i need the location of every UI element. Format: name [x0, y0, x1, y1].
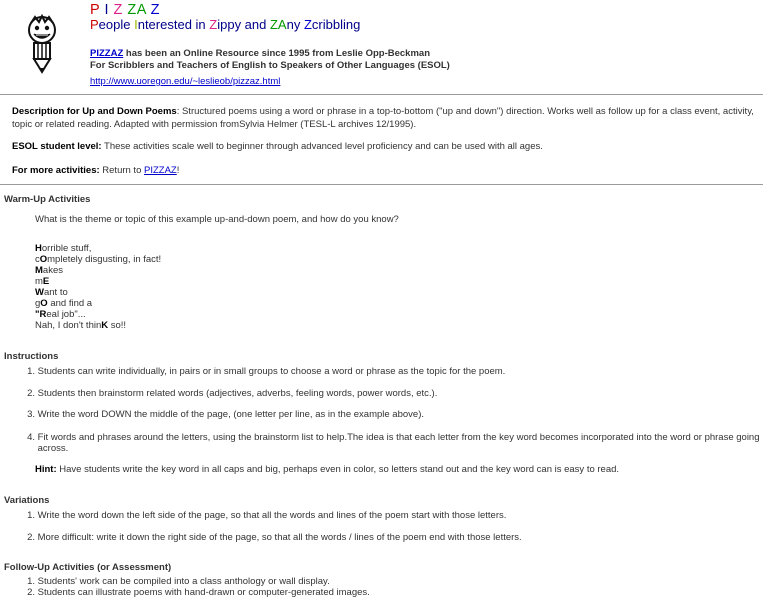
instruction-text: Students can write individually, in pairs or in small groups to choose a word or phrase as the topic for the poem.	[37, 366, 506, 377]
subtitle-part: ZA	[269, 17, 287, 32]
followup-item	[22, 576, 762, 587]
pizzaz-url-link[interactable]: http://www.uoregon.edu/~leslieob/pizzaz.html	[90, 76, 281, 87]
poem-key-letter: H	[35, 243, 42, 254]
section-divider	[0, 184, 763, 185]
instruction-text: Fit words and phrases around the letters, using the brainstorm list to help.The idea is that each letter from the key word becomes incorporated into the word or phrase going across.	[37, 432, 760, 454]
instruction-text: Write the word DOWN the middle of the page, (one letter per line, as in the example above).	[37, 409, 424, 420]
header-divider	[0, 94, 763, 95]
list-number: 2.	[27, 388, 35, 399]
poem-line-post: ant to	[43, 287, 68, 298]
more-activities-after: !	[176, 165, 180, 176]
poem-key-letter: K	[101, 320, 109, 331]
poem-line	[35, 243, 91, 254]
subtitle-part: cribbling	[311, 17, 361, 32]
subtitle-part: Z	[303, 17, 312, 32]
followup-text: Students' work can be compiled into a class anthology or wall display.	[37, 576, 330, 587]
variation-item	[22, 532, 762, 543]
poem-line-pre: c	[35, 254, 40, 265]
warmup-heading: Warm-Up Activities	[4, 194, 91, 205]
poem-line-pre: Nah, I don't thin	[35, 320, 102, 331]
list-number: 2.	[27, 587, 35, 598]
variation-text: More difficult: write it down the right side of the page, so that all the words / lines of the poem end with those letters.	[37, 532, 522, 543]
more-activities-label: For more activities:	[12, 165, 100, 176]
poem-key-letter: O	[40, 298, 48, 309]
more-activities-text: Return to	[99, 165, 144, 176]
poem-line	[35, 309, 86, 320]
poem-line-post: so!!	[108, 320, 127, 331]
url-line	[90, 76, 280, 87]
poem-line-post: akes	[42, 265, 63, 276]
followup-heading: Follow-Up Activities (or Assessment)	[4, 562, 172, 573]
list-number: 1.	[27, 510, 35, 521]
instruction-item	[22, 388, 762, 399]
poem-line-post: eal job"...	[46, 309, 86, 320]
poem-line	[35, 320, 126, 331]
poem-line	[35, 254, 161, 265]
followup-item	[22, 587, 762, 598]
variation-text: Write the word down the left side of the page, so that all the words and lines of the poem start with those letters.	[37, 510, 507, 521]
instruction-item	[22, 432, 762, 454]
title-letter: Z	[113, 2, 123, 18]
hint-text: Have students write the key word in all caps and big, perhaps even in color, so letters stand out and the key word can is easy to read.	[56, 464, 620, 475]
title-letter: P	[90, 2, 100, 18]
smiling-pencil-logo-icon	[26, 14, 58, 74]
esol-text: These activities scale well to beginner through advanced level proficiency and can be used with all ages.	[101, 141, 543, 152]
description-paragraph	[12, 105, 757, 131]
hint-label: Hint:	[35, 464, 57, 475]
title-letter: Z	[150, 2, 161, 18]
poem-key-letter: W	[35, 287, 44, 298]
poem-key-letter: E	[42, 276, 50, 287]
poem-line-pre: g	[35, 298, 41, 309]
description-text-1: : Structured poems using a word or phrase in a top-to-bottom ("up and down") direction. Works well as follow up for a class event, activity,	[176, 106, 754, 117]
variation-item	[22, 510, 762, 521]
subtitle-part: P	[90, 17, 99, 32]
title-letter: I	[104, 2, 109, 18]
return-pizzaz-link[interactable]: PIZZAZ	[144, 165, 177, 176]
poem-key-letter: "R	[35, 309, 47, 320]
poem-line	[35, 265, 63, 276]
site-title	[90, 2, 160, 18]
variations-heading: Variations	[4, 495, 50, 506]
warmup-question: What is the theme or topic of this example up-and-down poem, and how do you know?	[35, 214, 399, 225]
esol-label: ESOL student level:	[12, 141, 102, 152]
instructions-heading: Instructions	[4, 351, 59, 362]
poem-line-post: and find a	[47, 298, 93, 309]
subtitle-part: ippy and	[217, 17, 270, 32]
list-number: 1.	[27, 366, 35, 377]
poem-line	[35, 298, 92, 309]
description-label: Description for Up and Down Poems	[12, 106, 177, 117]
subtitle-part: ny	[286, 17, 304, 32]
more-activities-paragraph	[12, 164, 757, 177]
poem-line	[35, 287, 68, 298]
poem-line-pre: m	[35, 276, 43, 287]
poem-key-letter: O	[39, 254, 48, 265]
pizzaz-link[interactable]: PIZZAZ	[90, 48, 124, 59]
poem-key-letter: M	[35, 265, 43, 276]
site-subtitle	[90, 17, 360, 32]
list-number: 4.	[27, 432, 35, 443]
resource-info-line	[90, 48, 430, 59]
title-letter: ZA	[127, 2, 147, 18]
subtitle-part: I	[134, 17, 138, 32]
resource-info-text: has been an Online Resource since 1995 from Leslie Opp-Beckman	[123, 48, 431, 59]
instruction-item	[22, 366, 762, 377]
subtitle-part: eople	[98, 17, 135, 32]
poem-line	[35, 276, 49, 287]
followup-text: Students can illustrate poems with hand-drawn or computer-generated images.	[37, 587, 370, 598]
audience-line: For Scribblers and Teachers of English to Speakers of Other Languages (ESOL)	[90, 60, 450, 71]
poem-line-post: orrible stuff,	[41, 243, 92, 254]
instruction-item	[22, 409, 762, 420]
description-text-2: topic or related reading. Adapted with permission fromSylvia Helmer (TESL-L archives 12/1995).	[12, 119, 417, 130]
esol-paragraph	[12, 140, 757, 153]
list-number: 1.	[27, 576, 35, 587]
list-number: 2.	[27, 532, 35, 543]
subtitle-part: nterested in	[137, 17, 210, 32]
hint-line	[35, 464, 619, 475]
list-number: 3.	[27, 409, 35, 420]
subtitle-part: Z	[209, 17, 218, 32]
instruction-text: Students then brainstorm related words (adjectives, adverbs, feeling words, power words, etc.).	[37, 388, 438, 399]
poem-line-post: mpletely disgusting, in fact!	[47, 254, 162, 265]
